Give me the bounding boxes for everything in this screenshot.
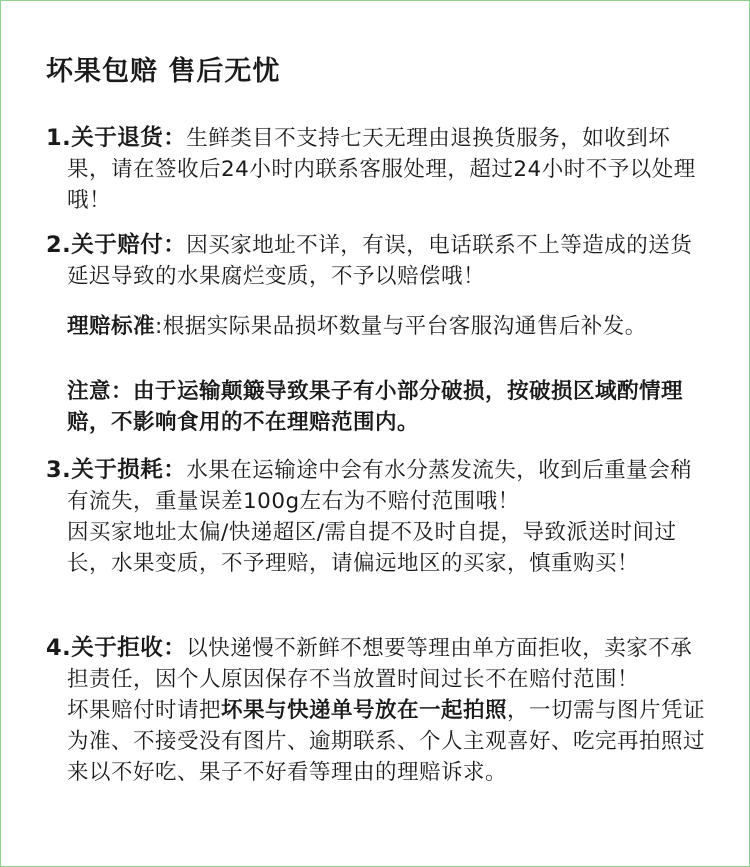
section-refusal	[46, 633, 706, 788]
loss-body: 水果在运输途中会有水分蒸发流失，收到后重量会稍有流失，重量误差100g左右为不赔付范围哦！	[67, 458, 693, 514]
refusal-body: 以快递慢不新鲜不想要等理由单方面拒收，卖家不承担责任，因个人原因保存不当放置时间过长不在赔付范围！	[67, 636, 693, 692]
section-loss	[46, 455, 706, 579]
returns-heading: 1.关于退货：	[46, 125, 187, 151]
refusal-extra	[46, 695, 706, 788]
loss-paragraph	[46, 455, 706, 517]
returns-paragraph	[46, 123, 706, 216]
claim-standard-paragraph	[46, 311, 706, 342]
notice-text: 注意：由于运输颠簸导致果子有小部分破损，按破损区域酌情理赔，不影响食用的不在理赔范围内。	[67, 379, 684, 435]
notice	[46, 376, 706, 438]
section-returns	[46, 123, 706, 216]
refusal-paragraph	[46, 633, 706, 695]
refusal-extra-prefix: 坏果赔付时请把	[67, 698, 222, 723]
compensation-paragraph	[46, 230, 706, 292]
claim-standard	[46, 311, 706, 342]
loss-extra: 因买家地址太偏/快递超区/需自提不及时自提，导致派送时间过长，水果变质，不予理赔，请偏远地区的买家，慎重购买！	[67, 520, 677, 576]
compensation-body: 因买家地址不详，有误，电话联系不上等造成的送货延迟导致的水果腐烂变质，不予以赔偿哦！	[67, 233, 693, 289]
returns-body: 生鲜类目不支持七天无理由退换货服务，如收到坏果，请在签收后24小时内联系客服处理，超过24小时不予以处理哦！	[67, 126, 696, 213]
claim-standard-text: :根据实际果品损坏数量与平台客服沟通售后补发。	[155, 314, 647, 339]
refusal-extra-bold: 坏果与快递单号放在一起拍照	[221, 698, 508, 723]
refusal-extra-suffix: ，一切需与图片凭证为准、不接受没有图片、逾期联系、个人主观喜好、吃完再拍照过来以不好吃、果子不好看等理由的理赔诉求。	[67, 698, 706, 785]
refusal-heading: 4.关于拒收：	[46, 635, 187, 661]
compensation-heading: 2.关于赔付：	[46, 232, 187, 258]
claim-standard-label: 理赔标准	[67, 314, 156, 339]
loss-heading: 3.关于损耗：	[46, 457, 187, 483]
page-title: 坏果包赔 售后无忧	[46, 56, 281, 87]
section-compensation	[46, 230, 706, 292]
